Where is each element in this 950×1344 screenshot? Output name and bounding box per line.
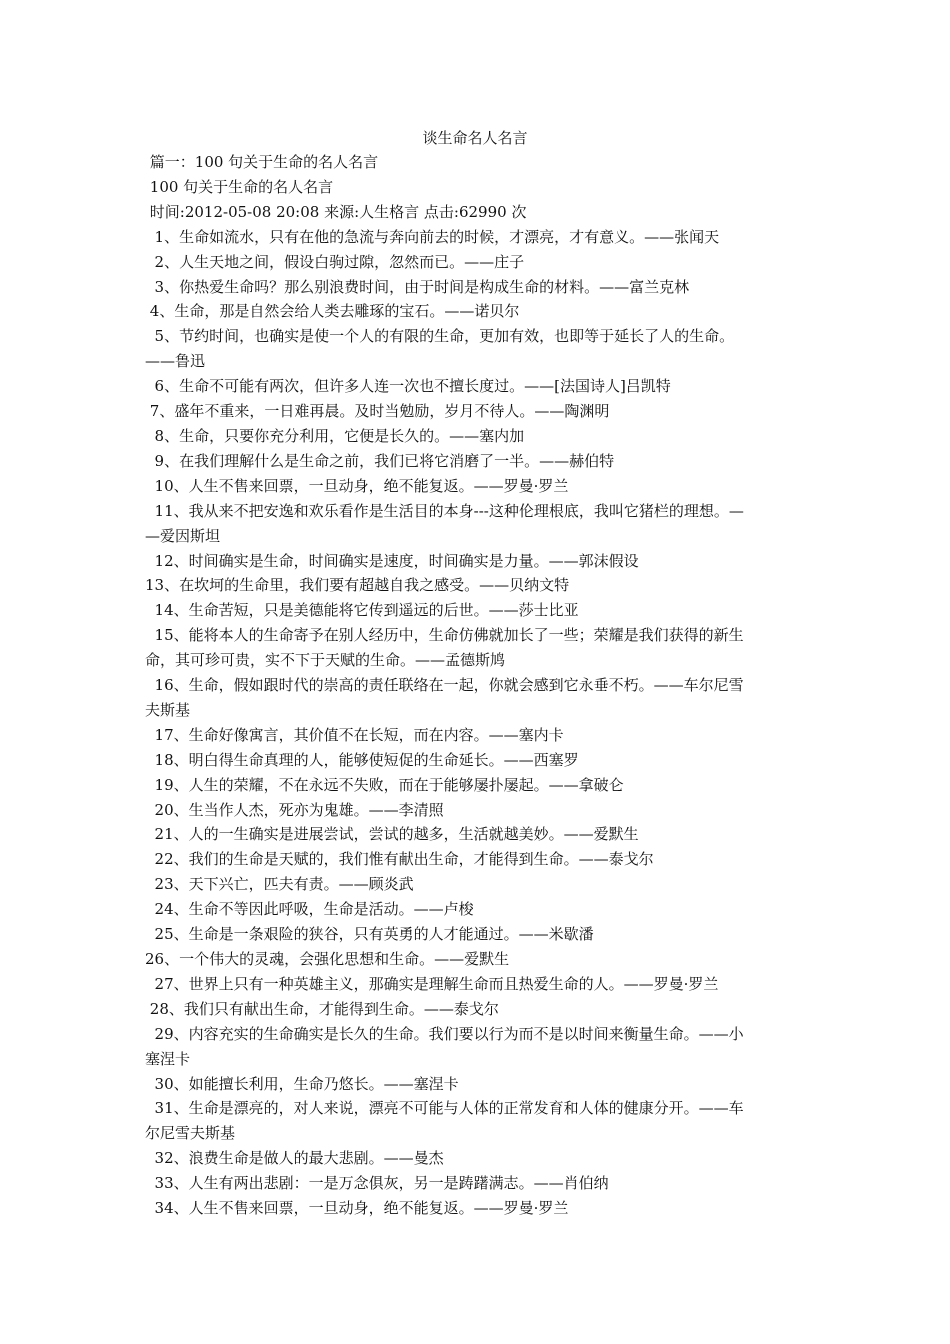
text-line: 15、能将本人的生命寄予在别人经历中，生命仿佛就加长了一些；荣耀是我们获得的新生 [145, 626, 744, 645]
text-line: 塞涅卡 [145, 1049, 191, 1068]
text-line: 10、人生不售来回票，一旦动身，绝不能复返。——罗曼·罗兰 [145, 476, 569, 495]
text-line: 16、生命，假如跟时代的崇高的责任联络在一起，你就会感到它永垂不朽。——车尔尼雪 [145, 676, 744, 695]
text-line: 22、我们的生命是天赋的，我们惟有献出生命，才能得到生命。——泰戈尔 [145, 850, 654, 869]
text-line: 3、你热爱生命吗？那么别浪费时间，由于时间是构成生命的材料。——富兰克林 [145, 277, 690, 296]
text-line: 夫斯基 [145, 700, 191, 719]
text-line: 17、生命好像寓言，其价值不在长短，而在内容。——塞内卡 [145, 725, 564, 744]
document-title: 谈生命名人名言 [422, 129, 528, 147]
text-line: 4、生命，那是自然会给人类去雕琢的宝石。——诺贝尔 [145, 302, 520, 321]
text-line: 7、盛年不重来，一日难再晨。及时当勉励，岁月不待人。——陶渊明 [145, 402, 610, 421]
text-line: 32、浪费生命是做人的最大悲剧。——曼杰 [145, 1149, 444, 1168]
text-line: 6、生命不可能有两次，但许多人连一次也不擅长度过。——[法国诗人]吕凯特 [145, 377, 671, 396]
document-body [145, 150, 810, 1221]
text-line: 尔尼雪夫斯基 [145, 1124, 236, 1143]
text-line: 100 句关于生命的名人名言 [145, 177, 334, 196]
text-line: 8、生命，只要你充分利用，它便是长久的。——塞内加 [145, 426, 525, 445]
text-line: 28、我们只有献出生命，才能得到生命。——泰戈尔 [145, 999, 499, 1018]
text-line: 23、天下兴亡，匹夫有责。——顾炎武 [145, 875, 414, 894]
text-line: 33、人生有两出悲剧：一是万念俱灰，另一是踌躇满志。——肖伯纳 [145, 1174, 609, 1193]
text-line: 19、人生的荣耀，不在永远不失败，而在于能够屡扑屡起。——拿破仑 [145, 775, 624, 794]
text-line: 26、一个伟大的灵魂，会强化思想和生命。——爱默生 [145, 950, 510, 968]
text-line: 31、生命是漂亮的，对人来说，漂亮不可能与人体的正常发育和人体的健康分开。——车 [145, 1099, 744, 1118]
text-line: 2、人生天地之间，假设白驹过隙，忽然而已。——庄子 [145, 252, 525, 271]
text-line: 25、生命是一条艰险的狭谷，只有英勇的人才能通过。——米歇潘 [145, 925, 594, 944]
text-line: 1、生命如流水，只有在他的急流与奔向前去的时候，才漂亮，才有意义。——张闻天 [145, 227, 720, 246]
text-line: 13、在坎坷的生命里，我们要有超越自我之感受。——贝纳文特 [145, 576, 570, 595]
text-line: 篇一：100 句关于生命的名人名言 [145, 153, 379, 171]
text-line: 27、世界上只有一种英雄主义，那确实是理解生命而且热爱生命的人。——罗曼·罗兰 [145, 974, 719, 993]
text-line: —爱因斯坦 [145, 526, 221, 545]
text-line: 20、生当作人杰，死亦为鬼雄。——李清照 [145, 800, 444, 819]
text-line: ——鲁迅 [145, 352, 206, 371]
text-line: 18、明白得生命真理的人，能够使短促的生命延长。——西塞罗 [145, 750, 579, 769]
text-line: 命，其可珍可贵，实不下于天赋的生命。——孟德斯鸠 [145, 651, 506, 670]
text-line: 21、人的一生确实是进展尝试，尝试的越多，生活就越美妙。——爱默生 [145, 825, 639, 844]
text-line: 9、在我们理解什么是生命之前，我们已将它消磨了一半。——赫伯特 [145, 451, 615, 470]
text-line: 5、节约时间，也确实是使一个人的有限的生命，更加有效，也即等于延长了人的生命。 [145, 327, 735, 346]
text-line: 11、我从来不把安逸和欢乐看作是生活目的本身---这种伦理根底，我叫它猪栏的理想。— [145, 501, 744, 520]
text-line: 34、人生不售来回票，一旦动身，绝不能复返。——罗曼·罗兰 [145, 1199, 569, 1218]
text-line: 12、时间确实是生命，时间确实是速度，时间确实是力量。——郭沫假设 [145, 551, 639, 570]
text-line: 24、生命不等因此呼吸，生命是活动。——卢梭 [145, 900, 474, 919]
text-line: 30、如能擅长利用，生命乃悠长。——塞涅卡 [145, 1074, 459, 1093]
text-line: 29、内容充实的生命确实是长久的生命。我们要以行为而不是以时间来衡量生命。——小 [145, 1024, 744, 1043]
text-line: 14、生命苦短，只是美德能将它传到遥远的后世。——莎士比亚 [145, 601, 579, 620]
text-line: 时间:2012-05-08 20:08 来源:人生格言 点击:62990 次 [145, 202, 527, 221]
